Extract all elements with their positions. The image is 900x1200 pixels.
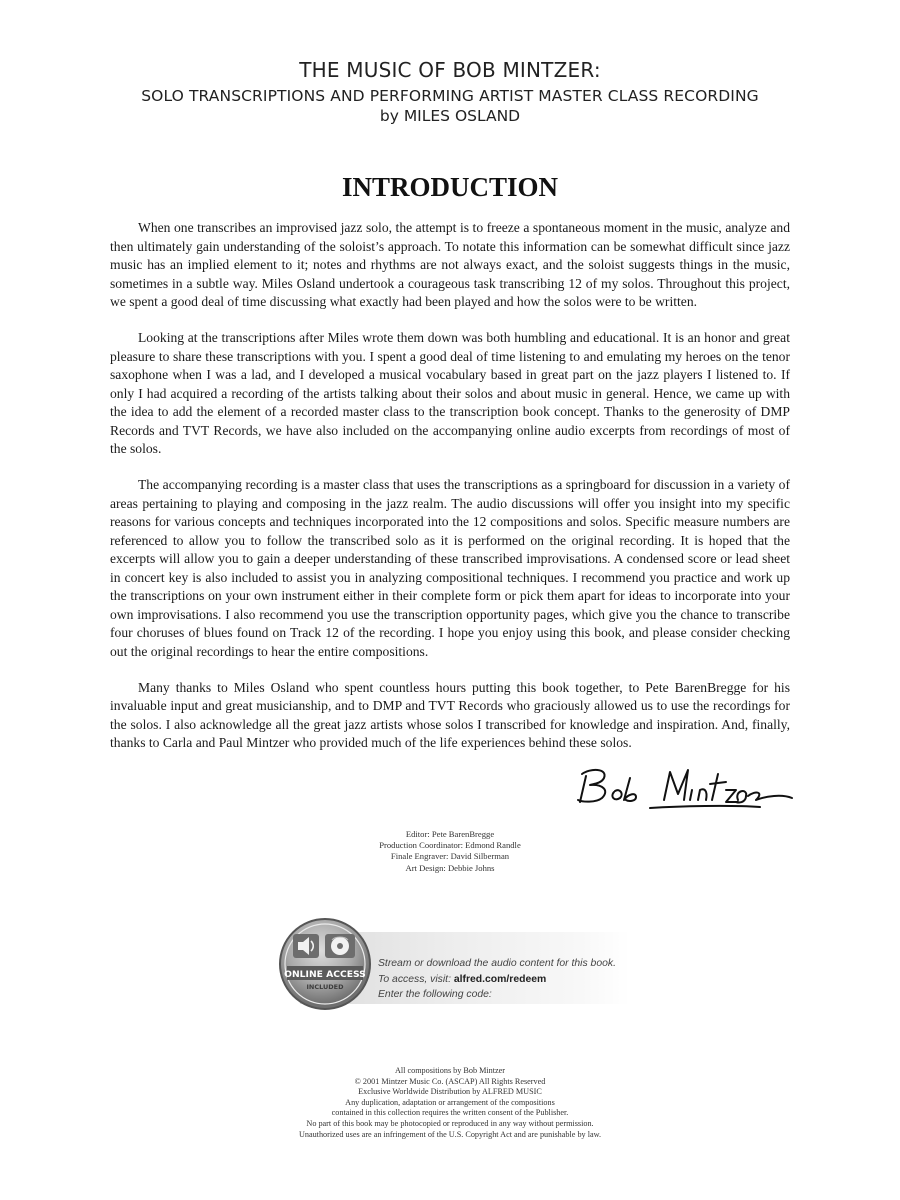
copyright-notice (0, 1066, 900, 1140)
legal-line: contained in this collection requires the written consent of the Publisher. (331, 1108, 569, 1118)
access-visit-prefix: To access, visit: (378, 973, 454, 985)
access-instruction: Stream or download the audio content for this book. (378, 958, 616, 969)
legal-line: © 2001 Mintzer Music Co. (ASCAP) All Rights Reserved (354, 1076, 546, 1086)
signature-graphic (560, 760, 800, 820)
access-visit-line (378, 972, 658, 988)
paragraph: When one transcribes an improvised jazz solo, the attempt is to freeze a spontaneous moment in the music, analyze and then ultimately gain understanding of the soloist’s approach. To notate this information can be somewhat difficult since jazz music has an implied element to it; notes and rhythms are not always exact, and the soloist suggests things in the music, sometimes in a subtle way. Miles Osland undertook a courageous task transcribing 12 of my solos. Throughout this project, we spent a good deal of time discussing what exactly had been played and how the solos were to be written. (110, 220, 790, 309)
stream-icon (325, 934, 355, 958)
credit-line: Editor: Pete BarenBregge (405, 829, 495, 839)
legal-line: Any duplication, adaptation or arrangement of the compositions (345, 1097, 555, 1107)
redeem-link[interactable]: alfred.com/redeem (453, 973, 547, 985)
introduction-text (110, 219, 790, 770)
credit-line: Production Coordinator: Edmond Randle (379, 840, 521, 851)
badge-sublabel: INCLUDED (306, 983, 344, 991)
badge-label: ONLINE ACCESS (284, 969, 366, 980)
legal-line: All compositions by Bob Mintzer (394, 1066, 506, 1075)
paragraph: The accompanying recording is a master class that uses the transcriptions as a springboard for discussion in a variety of areas pertaining to playing and composing in the jazz realm. The audio discussions will offer you insight into my specific reasons for various concepts and techniques incorporated into the 12 compositions and solos. Specific measure numbers are referenced to allow you to follow the transcribed solo as it is performed on the original recording. It is hoped that the excerpts will allow you to gain a deeper understanding of these transcribed improvisations. A condensed score or lead sheet in concert key is also included to assist you in analyzing compositional techniques. I recommend you practice and work up the transcriptions on your own instrument either in their complete form or pick them apart for ideas to incorporate into your own improvisations. I also recommend you use the transcription opportunity pages, which give you the chance to transcribe four choruses of blues found on Track 12 of the recording. I hope you enjoy using this book, and please consider checking out the original recordings to hear the entire compositions. (110, 477, 790, 659)
paragraph: Many thanks to Miles Osland who spent countless hours putting this book together, to Pete BarenBregge for his invaluable input and great musicianship, and to DMP and TVT Records who graciously allowed us to use the recordings for the solos. I also acknowledge all the great jazz artists whose solos I transcribed for knowledge and inspiration. And, finally, thanks to Carla and Paul Mintzer who provided much of the life experiences behind these solos. (110, 679, 790, 750)
section-title: INTRODUCTION (341, 172, 559, 202)
online-access-text (378, 956, 658, 1003)
legal-line: Unauthorized uses are an infringement of the U.S. Copyright Act and are punishable by law. (298, 1129, 602, 1139)
speaker-icon (293, 934, 319, 958)
book-subtitle: SOLO TRANSCRIPTIONS AND PERFORMING ARTIST MASTER CLASS RECORDING (141, 87, 759, 105)
credit-line: Art Design: Debbie Johns (405, 862, 495, 873)
paragraph: Looking at the transcriptions after Miles wrote them down was both humbling and educational. It is an honor and great pleasure to share these transcriptions with you. I spent a good deal of time listening to and emulating my heroes on the tenor saxophone when I was a lad, and I developed a musical vocabulary based in great part on the jazz players I listened to. If only I had acquired a recording of the artists talking about their solos and about music in general. Hence, we came up with the idea to add the element of a recorded master class to the transcription book concept. Thanks to the generosity of DMP Records and TVT Records, we have also included on the accompanying online audio excerpts from recordings of most of the solos. (110, 330, 790, 456)
credit-line: Finale Engraver: David Silberman (390, 851, 510, 862)
book-title: THE MUSIC OF BOB MINTZER: (299, 58, 601, 82)
online-access-badge (277, 916, 373, 1012)
legal-line: Exclusive Worldwide Distribution by ALFRED MUSIC (358, 1087, 542, 1097)
book-author: by MILES OSLAND (379, 107, 521, 125)
legal-line: No part of this book may be photocopied or reproduced in any way without permission. (306, 1118, 594, 1128)
credits (0, 829, 900, 874)
access-code-prompt: Enter the following code: (378, 989, 492, 1000)
